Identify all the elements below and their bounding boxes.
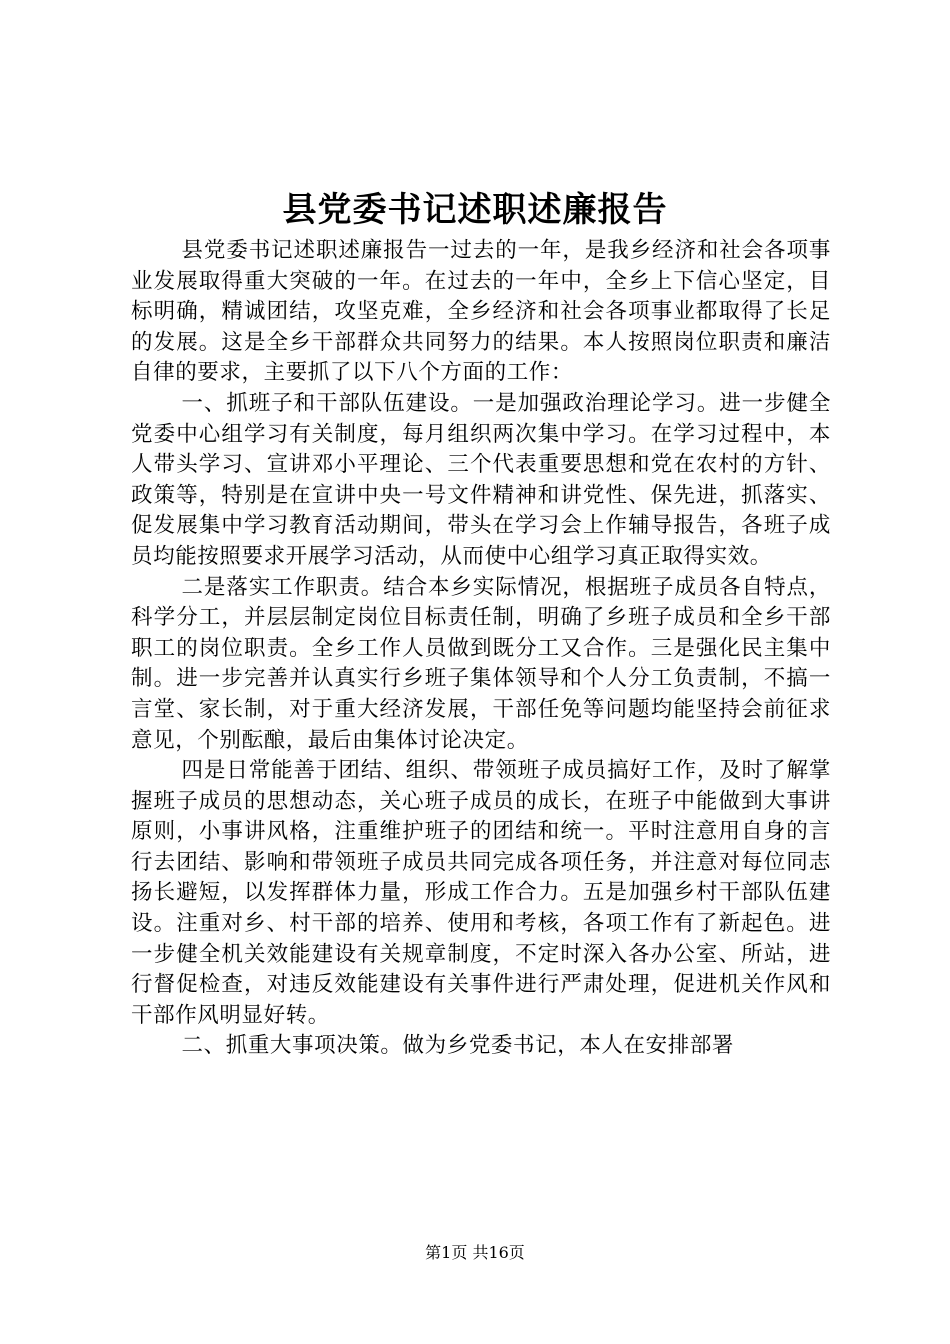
paragraph-section-1: 一、抓班子和干部队伍建设。一是加强政治理论学习。进一步健全党委中心组学习有关制度，每月组织两次集中学习。在学习过程中，本人带头学习、宣讲邓小平理论、三个代表重要思想和党在农村的方针、政策等，特别是在宣讲中央一号文件精神和讲党性、保先进，抓落实、促发展集中学习教育活动期间，带头在学习会上作辅导报告，各班子成员均能按照要求开展学习活动，从而使中心组学习真正取得实效。 [131, 390, 831, 569]
paragraph-section-2: 二、抓重大事项决策。做为乡党委书记，本人在安排部署 [181, 1033, 735, 1059]
page-footer: 第1页 共16页 [425, 1243, 525, 1262]
paragraph-intro: 县党委书记述职述廉报告一过去的一年，是我乡经济和社会各项事业发展取得重大突破的一年。在过去的一年中，全乡上下信心坚定，目标明确，精诚团结，攻坚克难，全乡经济和社会各项事业都取得了长足的发展。这是全乡干部群众共同努力的结果。本人按照岗位职责和廉洁自律的要求，主要抓了以下八个方面的工作： [131, 238, 831, 386]
paragraph-section-1-part-4: 四是日常能善于团结、组织、带领班子成员搞好工作，及时了解掌握班子成员的思想动态，关心班子成员的成长，在班子中能做到大事讲原则，小事讲风格，注重维护班子的团结和统一。平时注意用自身的言行去团结、影响和带领班子成员共同完成各项任务，并注意对每位同志扬长避短，以发挥群体力量，形成工作合力。五是加强乡村干部队伍建设。注重对乡、村干部的培养、使用和考核，各项工作有了新起色。进一步健全机关效能建设有关规章制度，不定时深入各办公室、所站，进行督促检查，对违反效能建设有关事件进行严肃处理，促进机关作风和干部作风明显好转。 [131, 758, 831, 1028]
paragraph-section-1-part-2: 二是落实工作职责。结合本乡实际情况，根据班子成员各自特点，科学分工，并层层制定岗位目标责任制，明确了乡班子成员和全乡干部职工的岗位职责。全乡工作人员做到既分工又合作。三是强化民主集中制。进一步完善并认真实行乡班子集体领导和个人分工负责制，不搞一言堂、家长制，对于重大经济发展，干部任免等问题均能坚持会前征求意见，个别酝酿，最后由集体讨论决定。 [131, 574, 831, 753]
document-title: 县党委书记述职述廉报告 [282, 190, 668, 230]
document-body [131, 236, 831, 1062]
